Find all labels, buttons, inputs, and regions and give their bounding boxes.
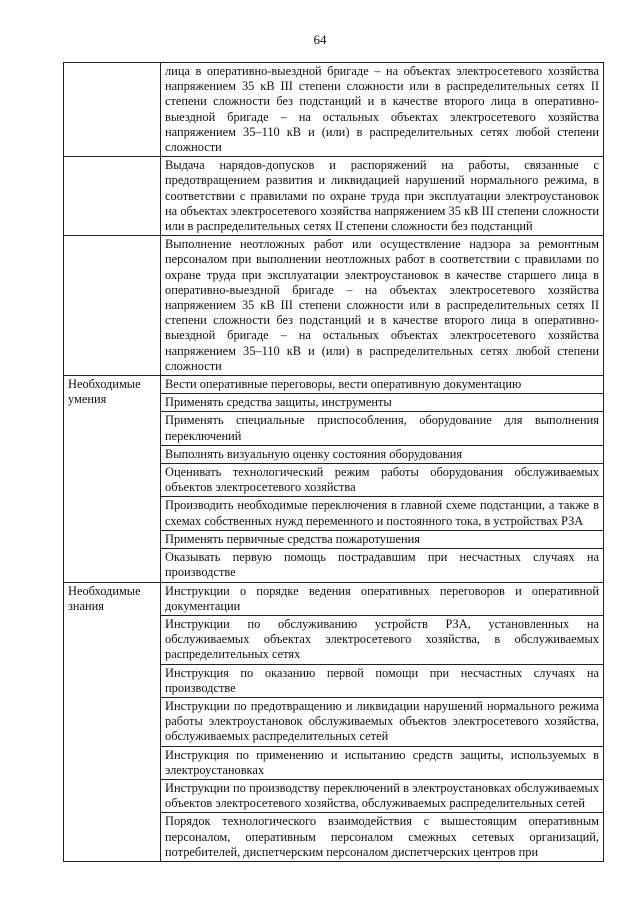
table-row (64, 157, 604, 236)
table-row (64, 376, 604, 394)
skill-item: Оценивать технологический режим работы оборудования обслуживаемых объектов электросетевого хозяйства (161, 464, 604, 497)
labor-action-text: Выполнение неотложных работ или осуществление надзора за ремонтным персоналом при выполнении неотложных работ в соответствии с правилами по охране труда при эксплуатации электроустановок в качестве старшего лица в оперативно-выездной бригаде – на объектах электросетевого хозяйства напряжением 35 кВ III степени сложности или в распределительных сетях II степени сложности без подстанций и в качестве второго лица в оперативно-выездной бригаде – на остальных объектах электросетевого хозяйства напряжением 35–110 кВ и (или) в распределительных сетях любой степени сложности (161, 236, 604, 376)
table-row (64, 63, 604, 157)
section-label-knowledge: Необходимые знания (64, 582, 161, 861)
skill-item: Оказывать первую помощь пострадавшим при несчастных случаях на производстве (161, 549, 604, 582)
row-label-empty (64, 157, 161, 236)
section-label-skills: Необходимые умения (64, 376, 161, 582)
skill-item: Применять специальные приспособления, оборудование для выполнения переключений (161, 412, 604, 445)
labor-action-text: лица в оперативно-выездной бригаде – на объектах электросетевого хозяйства напряжением 35 кВ III степени сложности или в распределительных сетях II степени сложности без подстанций и в качестве второго лица в оперативно-выездной бригаде – на остальных объектах электросетевого хозяйства напряжением 35–110 кВ и (или) в распределительных сетях любой степени сложности (161, 63, 604, 157)
competency-table (63, 62, 604, 862)
knowledge-item: Инструкции по обслуживанию устройств РЗА, установленных на обслуживаемых объектах электросетевого хозяйства, в обслуживаемых распределительных сетях (161, 615, 604, 664)
knowledge-item: Инструкции о порядке ведения оперативных переговоров и оперативной документации (161, 582, 604, 615)
page-number: 64 (313, 32, 327, 47)
labor-action-text: Выдача нарядов-допусков и распоряжений на работы, связанные с предотвращением развития и ликвидацией нарушений нормального режима, в соответствии с правилами по охране труда при эксплуатации электроустановок на объектах электросетевого хозяйства напряжением 35 кВ III степени сложности или в распределительных сетях II степени сложности без подстанций (161, 157, 604, 236)
knowledge-item: Порядок технологического взаимодействия с вышестоящим оперативным персоналом, оперативным персоналом смежных сетевых организаций, потребителей, диспетчерским персоналом диспетчерских центров при (161, 813, 604, 862)
knowledge-item: Инструкции по производству переключений в электроустановках обслуживаемых объектов электросетевого хозяйства, обслуживаемых распределительных сетей (161, 779, 604, 812)
skill-item: Применять средства защиты, инструменты (161, 394, 604, 412)
skill-item: Вести оперативные переговоры, вести оперативную документацию (161, 376, 604, 394)
row-label-empty (64, 236, 161, 376)
knowledge-item: Инструкции по предотвращению и ликвидации нарушений нормального режима работы электроустановок обслуживаемых объектов электросетевого хозяйства, обслуживаемых распределительных сетей (161, 697, 604, 746)
row-label-empty (64, 63, 161, 157)
knowledge-item: Инструкция по оказанию первой помощи при несчастных случаях на производстве (161, 664, 604, 697)
knowledge-item: Инструкция по применению и испытанию средств защиты, используемых в электроустановках (161, 746, 604, 779)
table-row (64, 582, 604, 615)
skill-item: Выполнять визуальную оценку состояния оборудования (161, 445, 604, 463)
skill-item: Применять первичные средства пожаротушения (161, 530, 604, 548)
skill-item: Производить необходимые переключения в главной схеме подстанции, а также в схемах собственных нужд переменного и постоянного тока, в устройствах РЗА (161, 497, 604, 530)
table-row (64, 236, 604, 376)
